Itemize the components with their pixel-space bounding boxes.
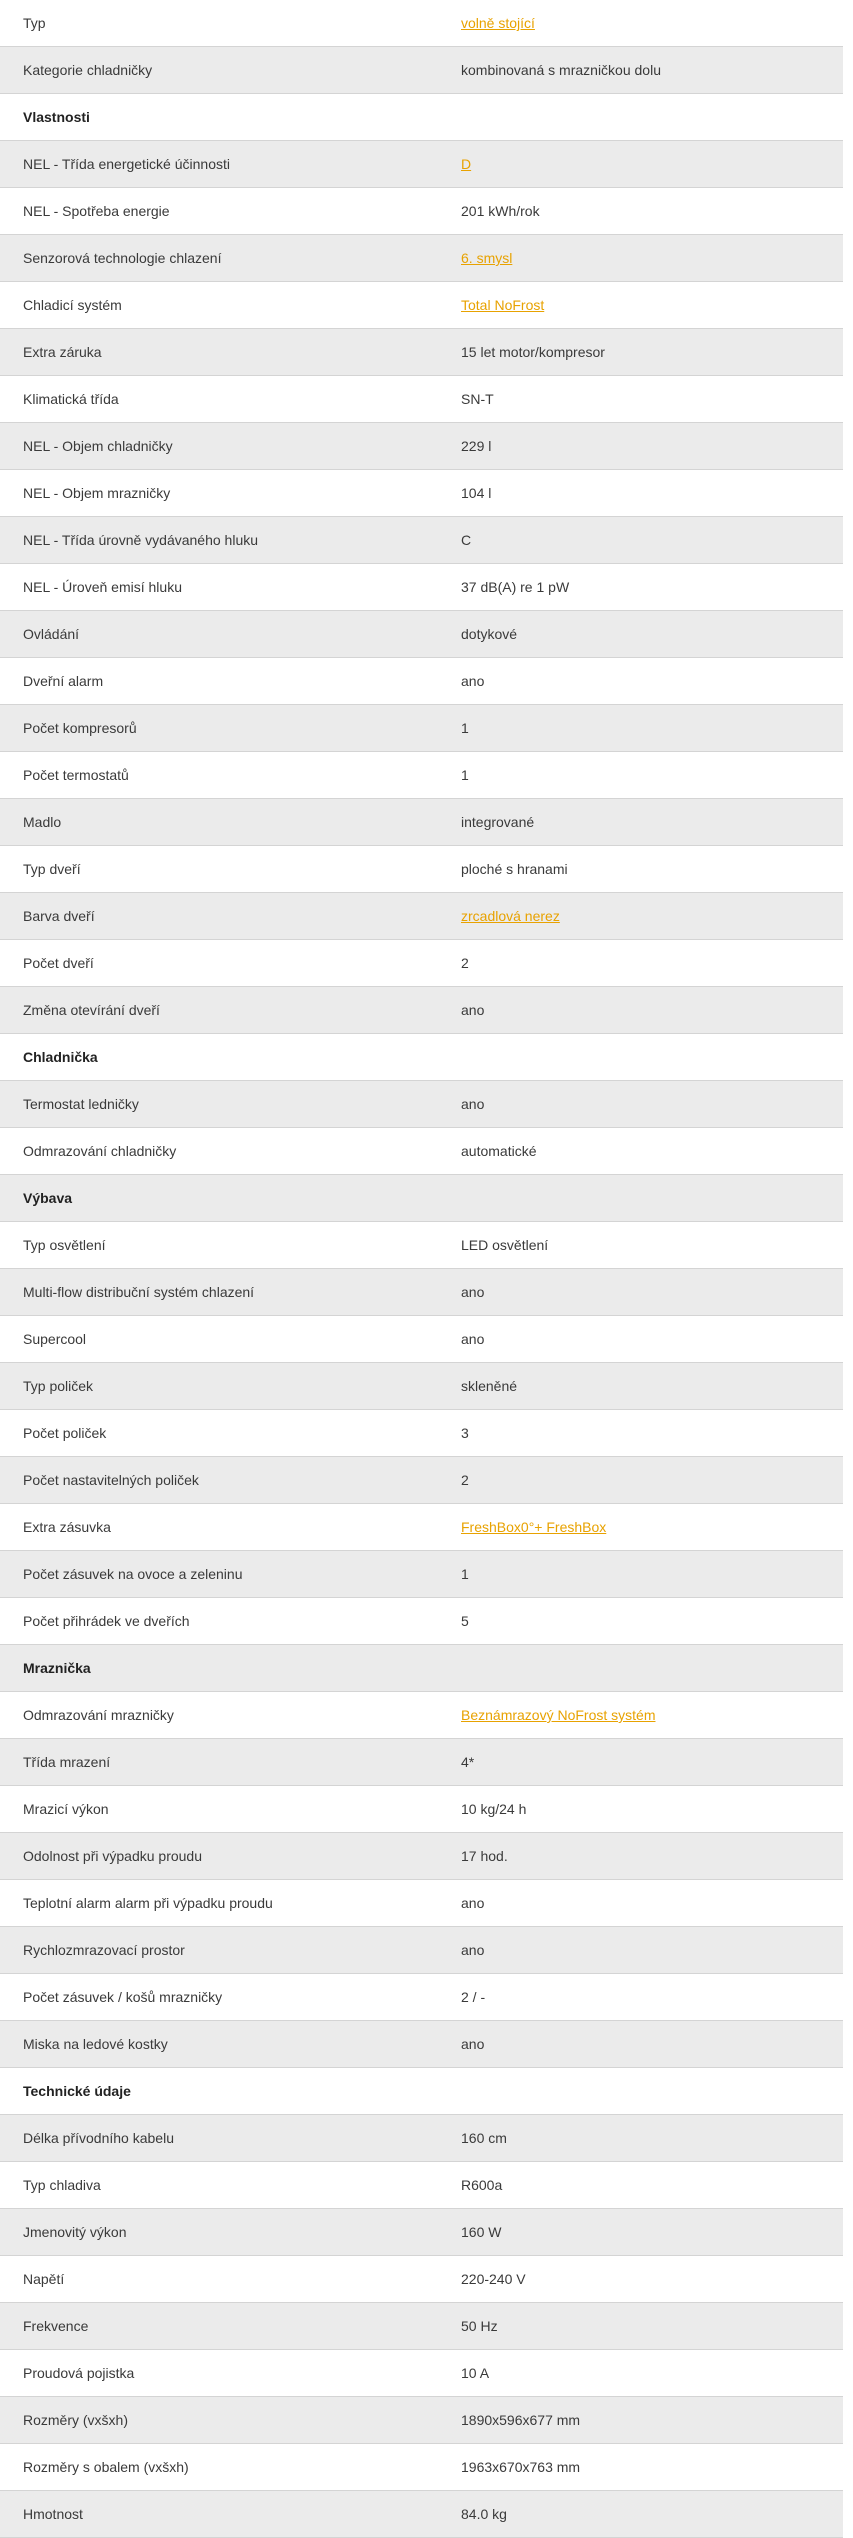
spec-value: ploché s hranami [461, 861, 568, 877]
spec-value-cell [461, 814, 843, 830]
spec-row [0, 188, 843, 235]
spec-row [0, 517, 843, 564]
spec-label: Miska na ledové kostky [23, 2036, 168, 2052]
spec-label: Typ dveří [23, 861, 81, 877]
spec-value-link[interactable]: zrcadlová nerez [461, 908, 560, 924]
spec-value: 160 cm [461, 2130, 507, 2146]
spec-value: 5 [461, 1613, 469, 1629]
spec-value: 229 l [461, 438, 492, 454]
spec-row [0, 0, 843, 47]
spec-label: Chladicí systém [23, 297, 122, 313]
spec-value: kombinovaná s mrazničkou dolu [461, 62, 661, 78]
spec-row [0, 1739, 843, 1786]
spec-label: Frekvence [23, 2318, 89, 2334]
spec-label: Kategorie chladničky [23, 62, 153, 78]
spec-row [0, 376, 843, 423]
spec-row [0, 1410, 843, 1457]
section-header [0, 1175, 843, 1222]
spec-row [0, 1551, 843, 1598]
section-title: Výbava [23, 1190, 73, 1206]
spec-value-cell [461, 1942, 843, 1958]
spec-row [0, 329, 843, 376]
spec-value-link[interactable]: Beznámrazový NoFrost systém [461, 1707, 656, 1723]
spec-label: Odolnost při výpadku proudu [23, 1848, 202, 1864]
spec-value-cell [461, 2318, 843, 2334]
spec-row [0, 799, 843, 846]
spec-label: Senzorová technologie chlazení [23, 250, 222, 266]
spec-row [0, 1598, 843, 1645]
spec-row [0, 2162, 843, 2209]
spec-row [0, 611, 843, 658]
spec-label: Počet zásuvek / košů mrazničky [23, 1989, 223, 2005]
spec-row [0, 2209, 843, 2256]
spec-row [0, 2491, 843, 2538]
spec-value: ano [461, 673, 485, 689]
spec-value: 10 kg/24 h [461, 1801, 527, 1817]
spec-label: Počet nastavitelných poliček [23, 1472, 199, 1488]
spec-label: Rychlozmrazovací prostor [23, 1942, 185, 1958]
spec-label: NEL - Objem chladničky [23, 438, 173, 454]
spec-value-cell [461, 203, 843, 219]
spec-value-cell [461, 1284, 843, 1300]
spec-label: Počet termostatů [23, 767, 129, 783]
spec-label: Rozměry (vxšxh) [23, 2412, 129, 2428]
spec-row [0, 2397, 843, 2444]
spec-value-cell [461, 720, 843, 736]
spec-value-cell [461, 1613, 843, 1629]
spec-label: Napětí [23, 2271, 65, 2287]
spec-value-cell [461, 2271, 843, 2287]
spec-label: NEL - Objem mrazničky [23, 485, 171, 501]
spec-value-cell [461, 1331, 843, 1347]
spec-value-cell [461, 626, 843, 642]
spec-value: ano [461, 1942, 485, 1958]
spec-value-cell [461, 532, 843, 548]
spec-label: Jmenovitý výkon [23, 2224, 127, 2240]
spec-value-cell [461, 1566, 843, 1582]
spec-row [0, 752, 843, 799]
spec-row [0, 1222, 843, 1269]
spec-row [0, 1269, 843, 1316]
spec-value-cell [461, 2224, 843, 2240]
spec-value: ano [461, 1002, 485, 1018]
section-header [0, 2068, 843, 2115]
spec-value: 50 Hz [461, 2318, 498, 2334]
spec-label: Třída mrazení [23, 1754, 111, 1770]
section-title: Vlastnosti [23, 109, 90, 125]
spec-label: Extra záruka [23, 344, 102, 360]
spec-row [0, 470, 843, 517]
section-header [0, 94, 843, 141]
spec-label: Dveřní alarm [23, 673, 104, 689]
spec-value-cell [461, 1002, 843, 1018]
spec-label: Počet přihrádek ve dveřích [23, 1613, 190, 1629]
spec-row [0, 940, 843, 987]
spec-value-cell [461, 2506, 843, 2522]
spec-label: Počet kompresorů [23, 720, 137, 736]
spec-value-cell [461, 156, 843, 172]
spec-value-cell [461, 1895, 843, 1911]
spec-label: Proudová pojistka [23, 2365, 135, 2381]
section-title: Technické údaje [23, 2083, 131, 2099]
spec-value: C [461, 532, 472, 548]
spec-value: 37 dB(A) re 1 pW [461, 579, 570, 595]
spec-value-cell [461, 1519, 843, 1535]
spec-row [0, 705, 843, 752]
spec-value: 2 [461, 955, 469, 971]
spec-value: ano [461, 2036, 485, 2052]
spec-value: 1 [461, 1566, 469, 1582]
spec-row [0, 2115, 843, 2162]
spec-value-cell [461, 1707, 843, 1723]
spec-value-link[interactable]: volně stojící [461, 15, 535, 31]
spec-label: Délka přívodního kabelu [23, 2130, 174, 2146]
spec-value-cell [461, 2036, 843, 2052]
spec-value: 1963x670x763 mm [461, 2459, 581, 2475]
spec-value-cell [461, 1848, 843, 1864]
spec-value: 1 [461, 767, 469, 783]
spec-label: Počet dveří [23, 955, 94, 971]
spec-row [0, 1692, 843, 1739]
spec-value: 15 let motor/kompresor [461, 344, 605, 360]
spec-value: 1 [461, 720, 469, 736]
spec-row [0, 2256, 843, 2303]
spec-row [0, 2303, 843, 2350]
spec-row [0, 1457, 843, 1504]
spec-value-cell [461, 2130, 843, 2146]
spec-row [0, 1927, 843, 1974]
spec-value: ano [461, 1096, 485, 1112]
spec-value: automatické [461, 1143, 537, 1159]
spec-value-cell [461, 250, 843, 266]
spec-row [0, 1833, 843, 1880]
spec-value-cell [461, 1425, 843, 1441]
spec-row [0, 987, 843, 1034]
spec-value: LED osvětlení [461, 1237, 549, 1253]
spec-row [0, 1880, 843, 1927]
spec-value: R600a [461, 2177, 503, 2193]
spec-row [0, 282, 843, 329]
spec-row [0, 2021, 843, 2068]
spec-value-link[interactable]: 6. smysl [461, 250, 513, 266]
spec-row [0, 564, 843, 611]
spec-row [0, 1504, 843, 1551]
spec-value-cell [461, 861, 843, 877]
spec-label: NEL - Úroveň emisí hluku [23, 579, 182, 595]
spec-value: 10 A [461, 2365, 490, 2381]
spec-label: NEL - Třída úrovně vydávaného hluku [23, 532, 259, 548]
spec-value-cell [461, 955, 843, 971]
spec-label: NEL - Třída energetické účinnosti [23, 156, 230, 172]
spec-value-cell [461, 391, 843, 407]
spec-value-cell [461, 297, 843, 313]
spec-label: Mrazicí výkon [23, 1801, 109, 1817]
spec-row [0, 47, 843, 94]
section-title: Chladnička [23, 1049, 98, 1065]
spec-label: Typ chladiva [23, 2177, 101, 2193]
spec-value: dotykové [461, 626, 518, 642]
spec-label: Typ [23, 15, 46, 31]
spec-label: Počet poliček [23, 1425, 107, 1441]
spec-value-cell [461, 1472, 843, 1488]
spec-value-cell [461, 2177, 843, 2193]
section-header [0, 1034, 843, 1081]
spec-value-cell [461, 673, 843, 689]
section-header [0, 1645, 843, 1692]
spec-value-cell [461, 62, 843, 78]
spec-value-link[interactable]: FreshBox0°+ FreshBox [461, 1519, 607, 1535]
spec-value-link[interactable]: D [461, 156, 472, 172]
spec-value-cell [461, 2459, 843, 2475]
section-title: Mraznička [23, 1660, 91, 1676]
spec-value-cell [461, 2365, 843, 2381]
spec-row [0, 1316, 843, 1363]
spec-value-cell [461, 767, 843, 783]
spec-row [0, 658, 843, 705]
spec-row [0, 2444, 843, 2491]
spec-label: Extra zásuvka [23, 1519, 111, 1535]
spec-value: ano [461, 1895, 485, 1911]
spec-row [0, 1363, 843, 1410]
spec-label: Typ poliček [23, 1378, 94, 1394]
spec-value-cell [461, 1237, 843, 1253]
spec-label: Odmrazování chladničky [23, 1143, 177, 1159]
spec-value: ano [461, 1284, 485, 1300]
spec-value: 1890x596x677 mm [461, 2412, 581, 2428]
spec-value-cell [461, 1096, 843, 1112]
spec-label: Rozměry s obalem (vxšxh) [23, 2459, 189, 2475]
spec-row [0, 141, 843, 188]
spec-value: ano [461, 1331, 485, 1347]
spec-value-cell [461, 344, 843, 360]
spec-label: NEL - Spotřeba energie [23, 203, 170, 219]
spec-row [0, 1974, 843, 2021]
spec-label: Počet zásuvek na ovoce a zeleninu [23, 1566, 243, 1582]
spec-label: Změna otevírání dveří [23, 1002, 160, 1018]
spec-label: Barva dveří [23, 908, 95, 924]
spec-value-cell [461, 2412, 843, 2428]
spec-value: 201 kWh/rok [461, 203, 540, 219]
spec-value: SN-T [461, 391, 494, 407]
spec-value-cell [461, 908, 843, 924]
spec-value: integrované [461, 814, 535, 830]
spec-value: 4* [461, 1754, 475, 1770]
spec-value: 3 [461, 1425, 469, 1441]
spec-row [0, 846, 843, 893]
spec-value-cell [461, 1989, 843, 2005]
spec-label: Multi-flow distribuční systém chlazení [23, 1284, 255, 1300]
spec-label: Typ osvětlení [23, 1237, 106, 1253]
spec-label: Teplotní alarm alarm při výpadku proudu [23, 1895, 273, 1911]
spec-row [0, 1786, 843, 1833]
spec-label: Klimatická třída [23, 391, 119, 407]
spec-value: 84.0 kg [461, 2506, 507, 2522]
spec-value-cell [461, 485, 843, 501]
spec-value: skleněné [461, 1378, 518, 1394]
spec-value: 160 W [461, 2224, 502, 2240]
spec-row [0, 235, 843, 282]
spec-label: Ovládání [23, 626, 80, 642]
spec-value-cell [461, 1754, 843, 1770]
spec-label: Odmrazování mrazničky [23, 1707, 174, 1723]
spec-value-cell [461, 15, 843, 31]
spec-value: 17 hod. [461, 1848, 508, 1864]
spec-value: 104 l [461, 485, 492, 501]
spec-value-link[interactable]: Total NoFrost [461, 297, 545, 313]
spec-label: Termostat ledničky [23, 1096, 139, 1112]
spec-label: Madlo [23, 814, 62, 830]
spec-label: Supercool [23, 1331, 87, 1347]
spec-value-cell [461, 1143, 843, 1159]
spec-row [0, 2350, 843, 2397]
spec-label: Hmotnost [23, 2506, 83, 2522]
spec-row [0, 1128, 843, 1175]
spec-row [0, 423, 843, 470]
spec-value-cell [461, 1801, 843, 1817]
spec-value-cell [461, 438, 843, 454]
spec-row [0, 1081, 843, 1128]
spec-value: 220-240 V [461, 2271, 526, 2287]
spec-value: 2 / - [461, 1989, 486, 2005]
spec-value: 2 [461, 1472, 469, 1488]
spec-value-cell [461, 579, 843, 595]
spec-row [0, 893, 843, 940]
spec-value-cell [461, 1378, 843, 1394]
